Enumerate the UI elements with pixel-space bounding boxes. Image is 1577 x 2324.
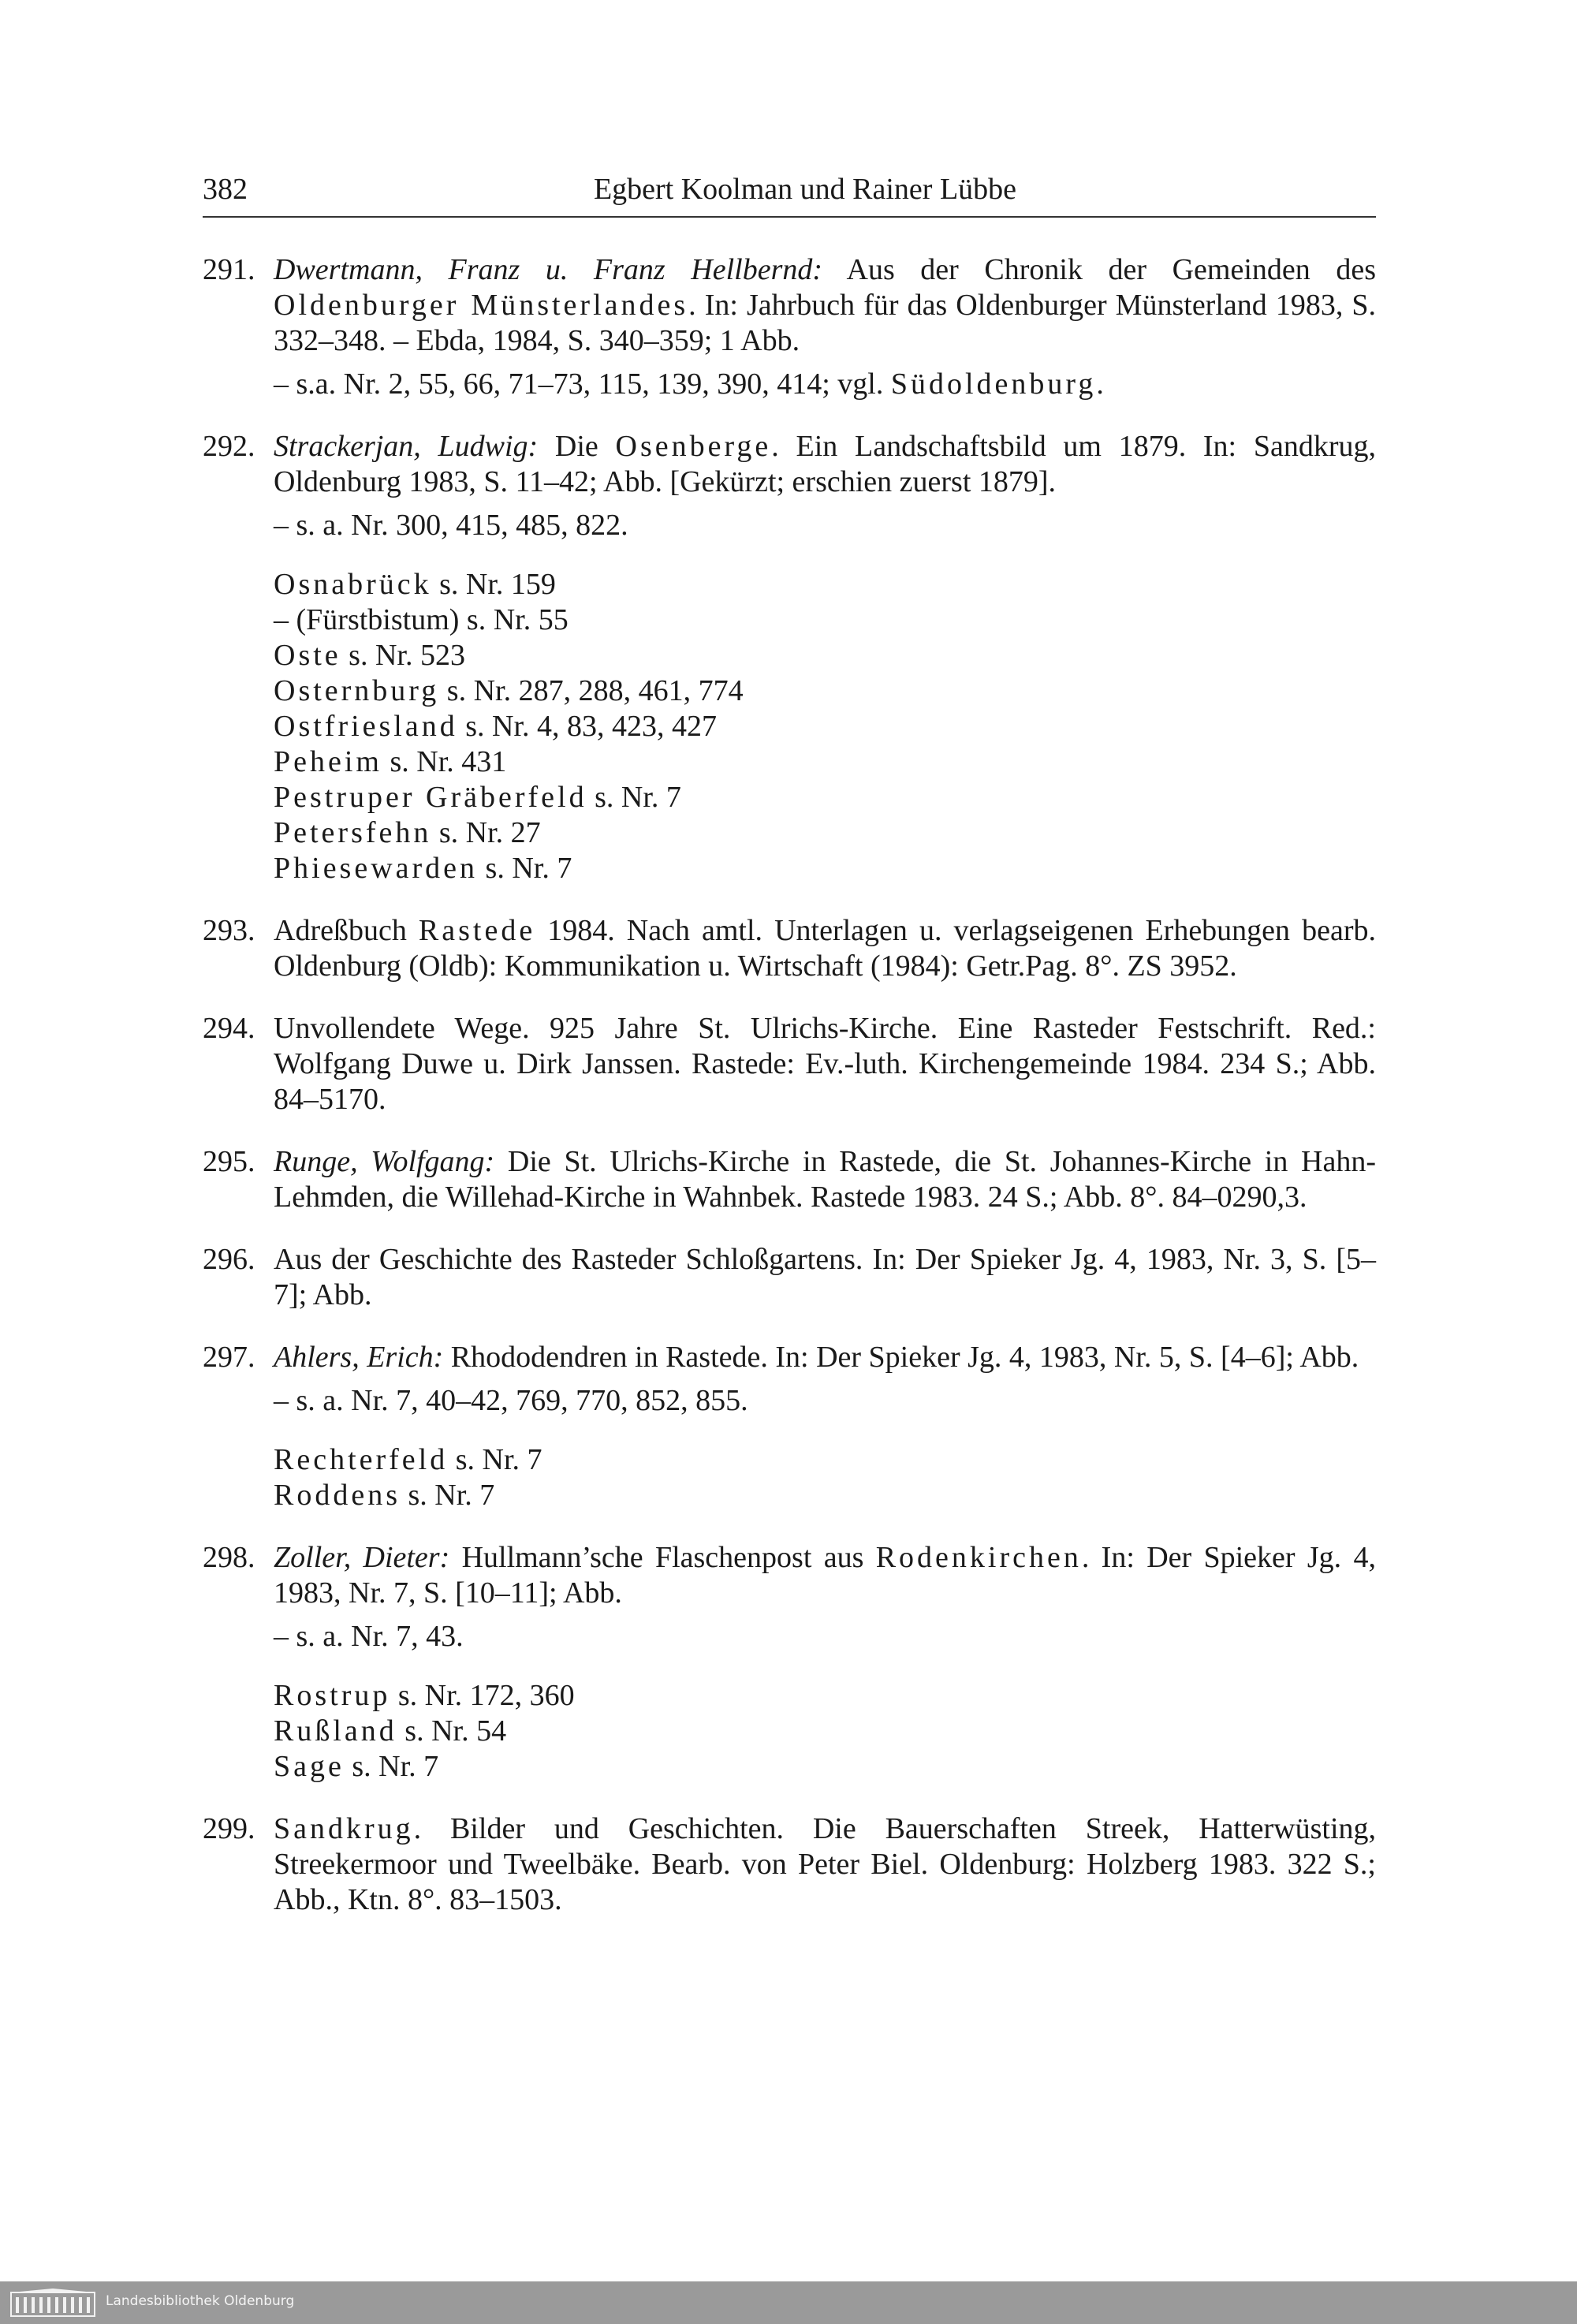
entry-number: 296. [203,1243,255,1276]
xref-ref: s. Nr. 7 [401,1479,495,1512]
entry-author: Dwertmann, Franz u. Franz Hellbernd: [274,253,823,286]
xref-item [274,744,1376,780]
footer-library-name: Landesbibliothek Oldenburg [106,2293,295,2309]
entry-text: Rhododendren in Rastede. In: Der Spieker Jg. 4, 1983, Nr. 5, S. [4–6]; Abb. [443,1341,1359,1374]
see-also-keyword: Südoldenburg [890,367,1097,401]
entry-text: Aus der Chronik der Gemeinden des [822,253,1376,286]
entry-text: . In: Jahrbuch für das Oldenburger Münsterland 1983, S. 332–348. – Ebda, 1984, S. 340–359; 1 Abb. [274,289,1377,357]
see-also: – s. a. Nr. 300, 415, 485, 822. [274,509,628,542]
xref-item [274,709,1376,744]
xref-item [274,673,1376,709]
xref-ref: s. Nr. 431 [382,745,507,778]
entry-294 [203,1011,1376,1117]
xref-item [274,1442,1376,1478]
page-number: 382 [203,173,248,206]
entry-text: . Ein Landschaftsbild um 1879. In: Sandkrug, Oldenburg 1983, S. 11–42; Abb. [Gekürzt; erschien zuerst 1879]. [274,430,1376,498]
footer-bar [0,2281,1577,2324]
entry-number: 294. [203,1012,255,1045]
cross-reference-block [203,1442,1376,1513]
entry-author: Zoller, Dieter: [274,1541,450,1574]
entry-keyword: Sandkrug [274,1812,414,1845]
see-also-text: – s.a. Nr. 2, 55, 66, 71–73, 115, 139, 390, 414; vgl. [274,367,891,401]
xref-term: Pestruper Gräberfeld [274,781,587,814]
xref-term: Osnabrück [274,568,432,601]
entry-keyword: Rastede [418,914,536,947]
xref-term: Phiesewarden [274,852,479,885]
entry-text: . In: Der Spieker Jg. 4, 1983, Nr. 7, S. [10–11]; Abb. [274,1541,1376,1610]
see-also-text: . [1096,367,1104,401]
xref-ref: s. Nr. 172, 360 [390,1679,575,1712]
entry-296 [203,1242,1376,1313]
bibliography-content [203,252,1376,1945]
xref-item [274,1749,1376,1785]
entry-number: 292. [203,430,255,463]
xref-term: Sage [274,1750,345,1783]
xref-item [274,1478,1376,1513]
xref-item [274,602,1376,638]
entry-number: 291. [203,253,255,286]
entry-number: 297. [203,1341,255,1374]
xref-ref: s. Nr. 7 [448,1443,542,1476]
entry-291 [203,252,1376,402]
entry-text: . Bilder und Geschichten. Die Bauerschaften Streek, Hatterwüsting, Streekermoor und Tweelbäke. Bearb. von Peter Biel. Oldenburg: Holzberg 1983. 322 S.; Abb., Ktn. 8°. 83–1503. [274,1812,1376,1916]
entry-number: 299. [203,1812,255,1845]
xref-ref: s. Nr. 27 [431,816,541,849]
xref-item [274,1678,1376,1714]
xref-term: Roddens [274,1479,401,1512]
entry-keyword: Oldenburger Münsterlandes [274,289,689,322]
entry-text: Die [538,430,616,463]
entry-298 [203,1540,1376,1654]
cross-reference-block [203,567,1376,886]
entry-297 [203,1340,1376,1419]
entry-author: Runge, Wolfgang: [274,1145,495,1178]
xref-ref: s. Nr. 7 [478,852,572,885]
see-also [274,367,1376,402]
xref-ref: s. Nr. 523 [341,639,465,672]
xref-ref: s. Nr. 159 [431,568,556,601]
xref-item [274,815,1376,851]
entry-299 [203,1811,1376,1918]
xref-item [274,567,1376,602]
xref-ref: s. Nr. 7 [587,781,681,814]
xref-term: Rußland [274,1714,397,1748]
xref-ref: s. Nr. 7 [344,1750,439,1783]
xref-term: Oste [274,639,341,672]
xref-ref: – (Fürstbistum) s. Nr. 55 [274,603,569,636]
entry-292 [203,429,1376,543]
library-building-icon [9,2288,96,2318]
xref-term: Petersfehn [274,816,432,849]
entry-text: Die St. Ulrichs-Kirche in Rastede, die St. Johannes-Kirche in Hahn-Lehmden, die Willehad-Kirche in Wahnbek. Rastede 1983. 24 S.; Abb. 8°. 84–0290,3. [274,1145,1376,1214]
xref-item [274,638,1376,673]
entry-number: 298. [203,1541,255,1574]
entry-author: Strackerjan, Ludwig: [274,430,539,463]
xref-item [274,851,1376,886]
running-head: Egbert Koolman und Rainer Lübbe [593,173,1017,206]
entry-295 [203,1144,1376,1215]
entry-text: Adreßbuch [274,914,419,947]
entry-293 [203,913,1376,984]
xref-term: Rostrup [274,1679,391,1712]
entry-text: Aus der Geschichte des Rasteder Schloßgartens. In: Der Spieker Jg. 4, 1983, Nr. 3, S. [5–7]; Abb. [274,1243,1376,1311]
xref-term: Osternburg [274,674,440,707]
see-also: – s. a. Nr. 7, 40–42, 769, 770, 852, 855. [274,1384,748,1417]
entry-number: 295. [203,1145,255,1178]
xref-term: Rechterfeld [274,1443,449,1476]
entry-text: 1984. Nach amtl. Unterlagen u. verlagseigenen Erhebungen bearb. Oldenburg (Oldb): Kommunikation u. Wirtschaft (1984): Getr.Pag. 8°. ZS 3952. [274,914,1376,983]
entry-author: Ahlers, Erich: [274,1341,444,1374]
entry-keyword: Osenberge [615,430,772,463]
xref-term: Peheim [274,745,382,778]
cross-reference-block [203,1678,1376,1785]
xref-term: Ostfriesland [274,710,458,743]
entry-number: 293. [203,914,255,947]
xref-ref: s. Nr. 4, 83, 423, 427 [457,710,718,743]
page-header [203,167,1376,218]
xref-item [274,1714,1376,1749]
xref-ref: s. Nr. 54 [397,1714,507,1748]
entry-text: Hullmann’sche Flaschenpost aus [449,1541,876,1574]
entry-keyword: Rodenkirchen [875,1541,1082,1574]
see-also: – s. a. Nr. 7, 43. [274,1620,464,1653]
xref-ref: s. Nr. 287, 288, 461, 774 [439,674,744,707]
entry-text: Unvollendete Wege. 925 Jahre St. Ulrichs-Kirche. Eine Rasteder Festschrift. Red.: Wolfgang Duwe u. Dirk Janssen. Rastede: Ev.-luth. Kirchengemeinde 1984. 234 S.; Abb. 84–5170. [274,1012,1376,1116]
xref-item [274,780,1376,815]
